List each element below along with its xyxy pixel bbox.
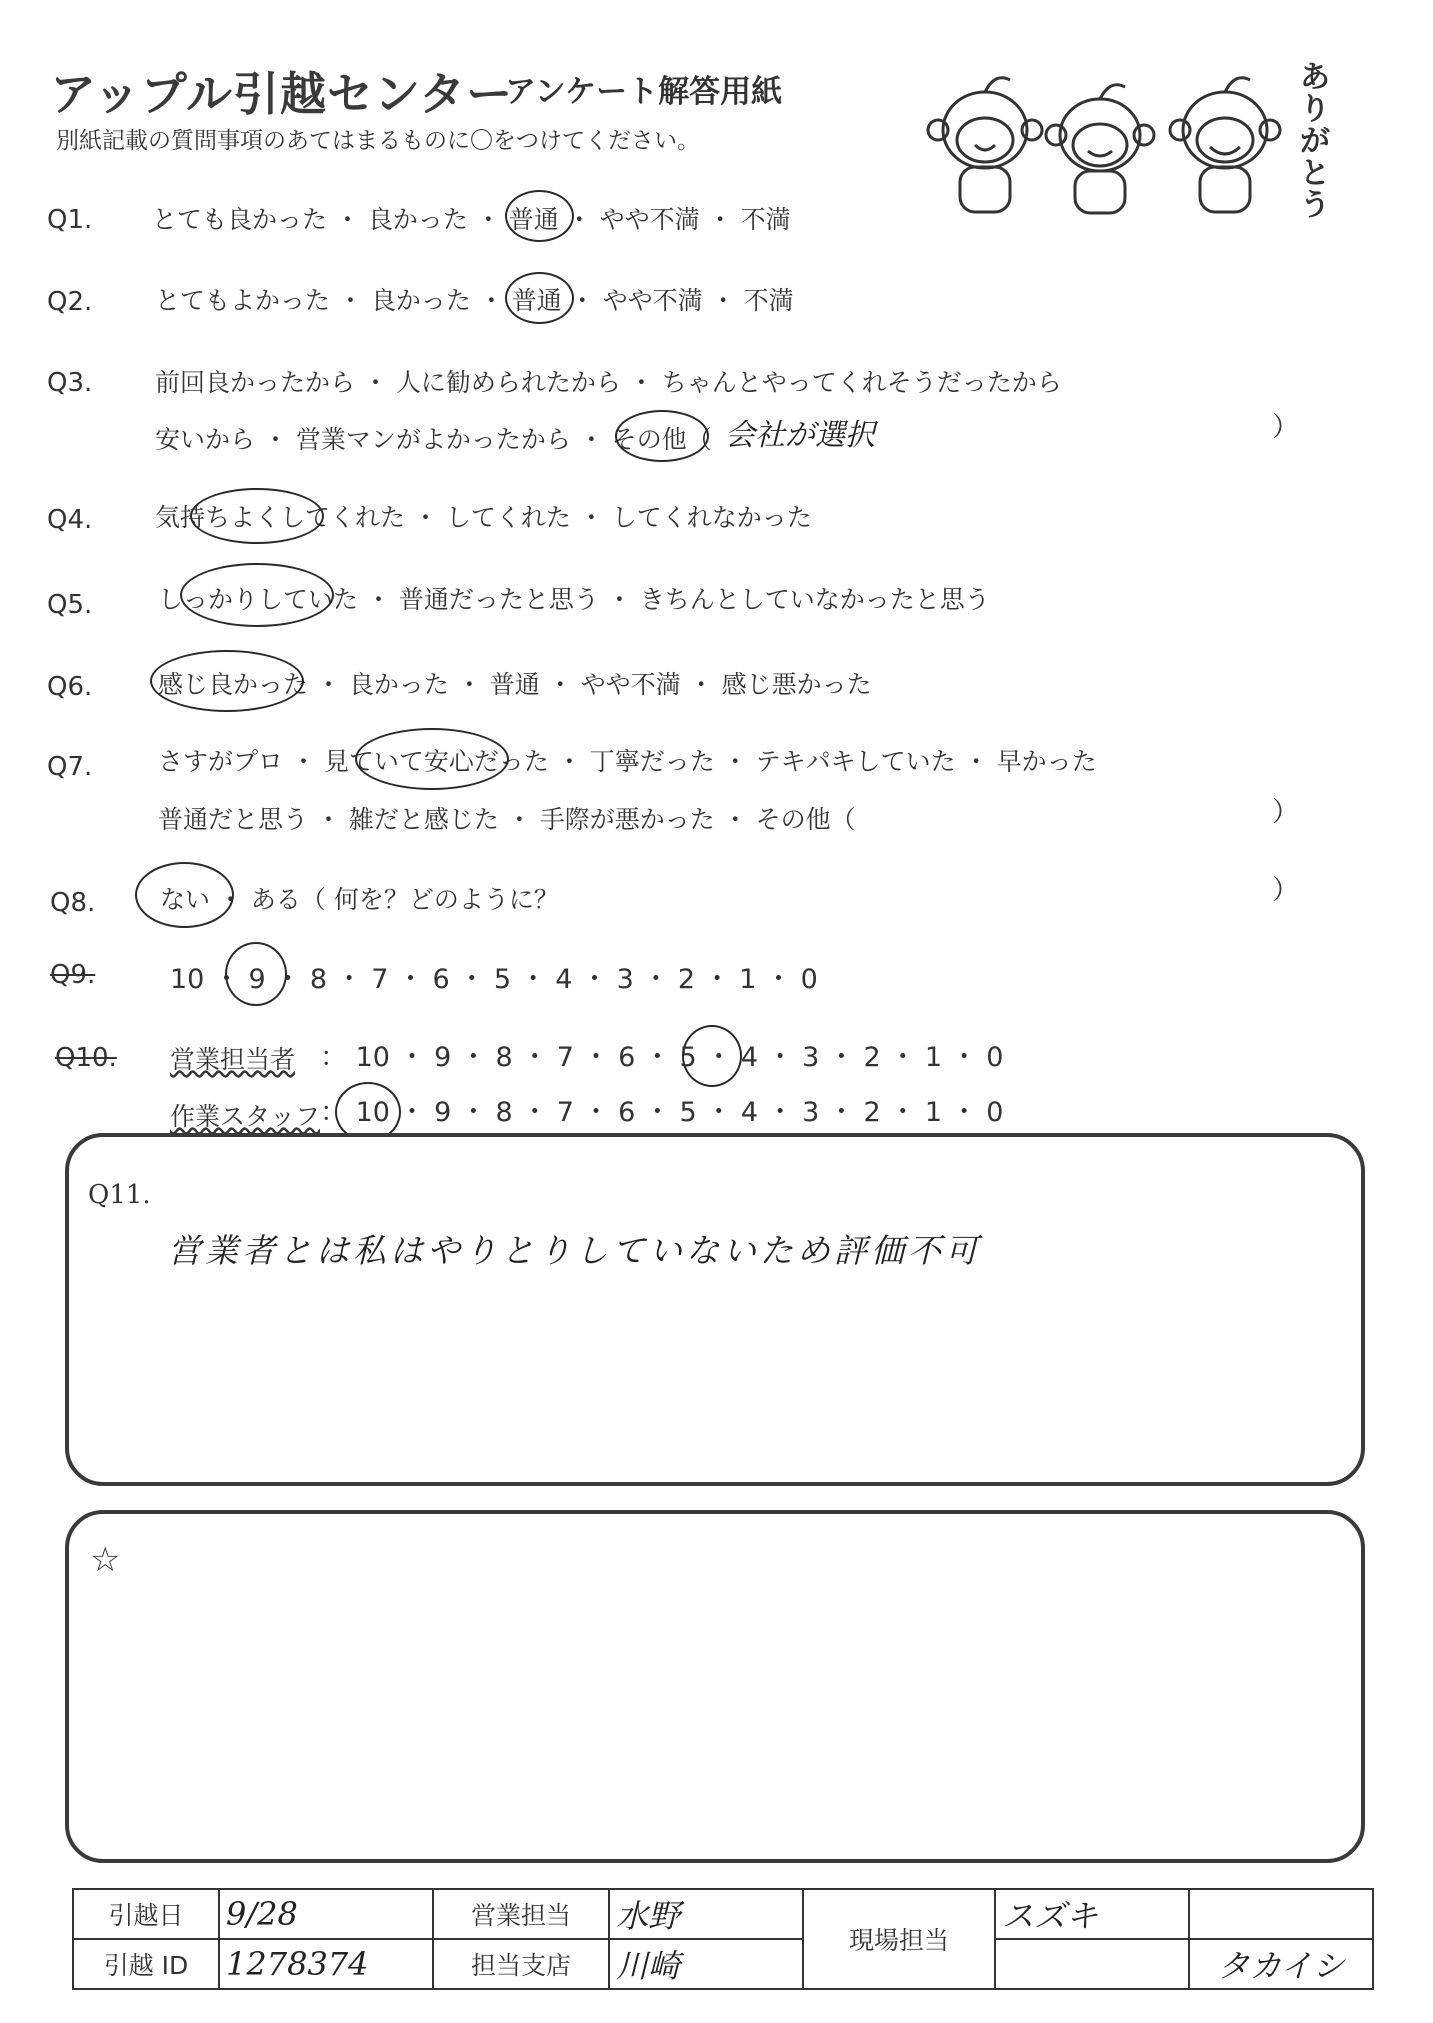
mascot-illustration — [880, 55, 1340, 235]
form-title: アップル引越センター — [50, 67, 514, 121]
q3-options-line1: 前回良かったから ・ 人に勧められたから ・ ちゃんとやってくれそうだったから — [155, 368, 1062, 397]
q9-answer-circle — [225, 942, 287, 1006]
q8-close-paren: ） — [1272, 875, 1299, 906]
q4-answer-circle — [190, 488, 324, 544]
form-subtitle: アンケート解答用紙 — [505, 74, 783, 110]
q7-options-line2: 普通だと思う ・ 雑だと感じた ・ 手際が悪かった ・ その他（ — [158, 805, 856, 834]
q9-label: Q9. — [50, 960, 96, 990]
q7-answer-circle — [355, 728, 509, 790]
q7-close-paren: ） — [1272, 797, 1299, 828]
branch-label: 担当支店 — [433, 1939, 609, 1989]
q8-answer-circle — [135, 862, 234, 928]
q10-staff-label: 作業スタッフ — [170, 1102, 321, 1131]
site-rep-value-2: タカイシ — [1217, 1947, 1345, 1985]
free-comment-box[interactable] — [65, 1510, 1365, 1863]
q10-staff-scale: ： 10 ・ 9 ・ 8 ・ 7 ・ 6 ・ 5 ・ 4 ・ 3 ・ 2 ・ 1 ・ 0 — [320, 1097, 1004, 1128]
q1-options: とても良かった ・ 良かった ・ 普通 ・ やや不満 ・ 不満 — [152, 205, 791, 234]
mascot-monkey-left — [928, 78, 1042, 212]
site-rep-value-cell — [995, 1889, 1189, 1939]
q6-answer-circle — [150, 650, 304, 712]
q3-other-answer: 会社が選択 — [725, 418, 875, 453]
move-id-label: 引越 ID — [73, 1939, 219, 1989]
q3-label: Q3. — [47, 368, 93, 398]
q7-label: Q7. — [47, 752, 93, 782]
move-id-value-cell — [219, 1939, 433, 1989]
q4-label: Q4. — [47, 505, 93, 535]
q4-options: 気持ちよくしてくれた ・ してくれた ・ してくれなかった — [155, 503, 812, 532]
sales-rep-label: 営業担当 — [433, 1889, 609, 1939]
q11-answer-box[interactable] — [65, 1133, 1365, 1486]
q10-sales-label: 営業担当者 — [170, 1045, 296, 1074]
q10-sales-scale: ： 10 ・ 9 ・ 8 ・ 7 ・ 6 ・ 5 ・ 4 ・ 3 ・ 2 ・ 1 ・ 0 — [320, 1042, 1004, 1073]
q3-close-paren: ） — [1272, 412, 1299, 443]
sales-rep-value-cell — [609, 1889, 803, 1939]
q2-options: とてもよかった ・ 良かった ・ 普通 ・ やや不満 ・ 不満 — [155, 286, 794, 315]
q8-options: ない ・ ある（ 何を？どのように？ — [160, 885, 559, 914]
q5-label: Q5. — [47, 590, 93, 620]
move-date-value-cell — [219, 1889, 433, 1939]
site-rep-label: 現場担当 — [803, 1889, 995, 1989]
q10-label: Q10. — [55, 1043, 117, 1073]
move-date-label: 引越日 — [73, 1889, 219, 1939]
q7-options-line1: さすがプロ ・ 見ていて安心だった ・ 丁寧だった ・ テキパキしていた ・ 早かった — [158, 747, 1097, 776]
site-rep-empty-cell-2 — [995, 1939, 1189, 1989]
q11-label: Q11. — [88, 1180, 151, 1210]
footer-info-table — [72, 1888, 1374, 1990]
branch-value-cell — [609, 1939, 803, 1989]
q1-label: Q1. — [47, 205, 93, 235]
q8-label: Q8. — [50, 888, 96, 918]
site-rep-value-2-cell — [1189, 1939, 1373, 1989]
sales-rep-value: 水野 — [616, 1897, 681, 1935]
move-date-value: 9/28 — [226, 1895, 298, 1933]
q5-options: しっかりしていた ・ 普通だったと思う ・ きちんとしていなかったと思う — [158, 585, 990, 614]
q5-answer-circle — [180, 563, 334, 627]
q11-answer-text: 営業者とは私はやりとりしていないため評価不可 — [168, 1231, 982, 1270]
q2-answer-circle — [505, 272, 574, 324]
mascot-monkey-right — [1170, 78, 1280, 212]
branch-value: 川崎 — [616, 1947, 681, 1985]
mascot-monkey-middle — [1046, 85, 1154, 213]
star-icon: ☆ — [90, 1540, 121, 1580]
q3-options-line2: 安いから ・ 営業マンがよかったから ・ その他（ — [155, 425, 712, 454]
q6-label: Q6. — [47, 672, 93, 702]
q6-options: 感じ良かった ・ 良かった ・ 普通 ・ やや不満 ・ 感じ悪かった — [158, 670, 872, 699]
q2-label: Q2. — [47, 287, 93, 317]
q9-scale: 10 ・ 9 ・ 8 ・ 7 ・ 6 ・ 5 ・ 4 ・ 3 ・ 2 ・ 1 ・ 0 — [170, 964, 818, 995]
q1-answer-circle — [505, 190, 574, 242]
instruction-text: 別紙記載の質問事項のあてはまるものに〇をつけてください。 — [56, 128, 700, 154]
q3-answer-circle — [615, 410, 709, 462]
q10-sales-answer-circle — [682, 1025, 742, 1087]
move-id-value: 1278374 — [226, 1945, 369, 1983]
site-rep-value-1: スズキ — [1002, 1897, 1099, 1935]
site-rep-empty-cell — [1189, 1889, 1373, 1939]
mascot-thanks-text: ありがとう — [1300, 60, 1330, 223]
